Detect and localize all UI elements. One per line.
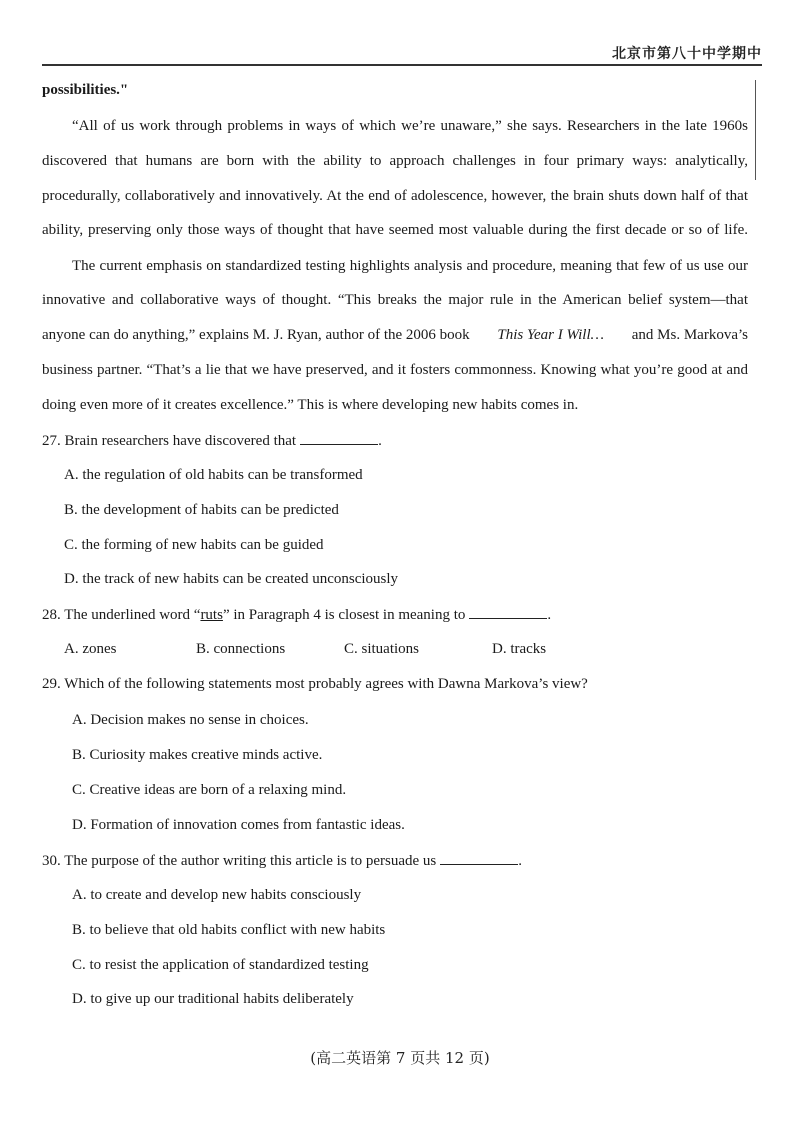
option-29-a: A. Decision makes no sense in choices. [72, 712, 309, 728]
school-header: 北京市第八十中学期中 [612, 46, 762, 62]
answer-blank [469, 604, 547, 619]
question-end: . [547, 607, 552, 623]
option-29-d: D. Formation of innovation comes from fantastic ideas. [72, 817, 405, 833]
passage-line: ability, preserving only those ways of thought that have seemed most valuable during the first decade or so of life. [42, 222, 748, 238]
passage-line: innovative and collaborative ways of thought. “This breaks the major rule in the American belief system—that [42, 292, 748, 308]
passage-line: The current emphasis on standardized testing highlights analysis and procedure, meaning that few of us use our [72, 258, 748, 274]
passage-text: anyone can do anything,” explains M. J. Ryan, author of the 2006 book [42, 327, 470, 343]
question-text: 27. Brain researchers have discovered that [42, 433, 297, 449]
option-29-c: C. Creative ideas are born of a relaxing mind. [72, 782, 347, 798]
passage-line: procedurally, collaboratively and innovatively. At the end of adolescence, however, the brain shuts down half of that [42, 188, 748, 204]
option-28-b: B. connections [196, 641, 286, 657]
question-27-stem [42, 430, 382, 452]
passage-text: and Ms. Markova’s [631, 327, 748, 343]
question-text: ” in Paragraph 4 is closest in meaning to [222, 607, 466, 623]
option-28-c: C. situations [344, 641, 420, 657]
book-title: This Year I Will… [497, 327, 604, 343]
question-30-stem [42, 850, 522, 872]
scan-edge-line [755, 80, 756, 180]
option-27-a: A. the regulation of old habits can be transformed [64, 467, 363, 483]
question-28-stem [42, 604, 551, 626]
option-30-a: A. to create and develop new habits consciously [72, 887, 362, 903]
option-30-d: D. to give up our traditional habits deliberately [72, 991, 354, 1007]
passage-line: business partner. “That’s a lie that we have preserved, and it fosters commonness. Knowing what you’re good at and [42, 362, 748, 378]
passage-line: doing even more of it creates excellence.” This is where developing new habits comes in. [42, 397, 579, 413]
option-30-c: C. to resist the application of standardized testing [72, 957, 369, 973]
passage-line: “All of us work through problems in ways of which we’re unaware,” she says. Researchers in the late 1960s [72, 118, 748, 134]
option-30-b: B. to believe that old habits conflict with new habits [72, 922, 386, 938]
answer-blank [300, 430, 378, 445]
question-end: . [378, 433, 382, 449]
header-rule [42, 64, 762, 66]
option-27-b: B. the development of habits can be predicted [64, 502, 339, 518]
underlined-word: ruts [200, 607, 223, 623]
question-end: . [518, 853, 522, 869]
question-29-stem: 29. Which of the following statements most probably agrees with Dawna Markova’s view? [42, 676, 588, 692]
question-text: 28. The underlined word “ [42, 607, 201, 623]
option-27-c: C. the forming of new habits can be guided [64, 537, 324, 553]
option-28-a: A. zones [64, 641, 117, 657]
option-29-b: B. Curiosity makes creative minds active. [72, 747, 323, 763]
question-text: 30. The purpose of the author writing this article is to persuade us [42, 853, 437, 869]
passage-fragment: possibilities." [42, 82, 129, 98]
option-28-d: D. tracks [492, 641, 547, 657]
passage-line: discovered that humans are born with the ability to approach challenges in four primary ways: analytically, [42, 153, 748, 169]
option-27-d: D. the track of new habits can be created unconsciously [64, 571, 399, 587]
passage-line-with-book [42, 325, 748, 346]
page-footer: (高二英语第 7 页共 12 页) [310, 1049, 490, 1067]
answer-blank [440, 850, 518, 865]
